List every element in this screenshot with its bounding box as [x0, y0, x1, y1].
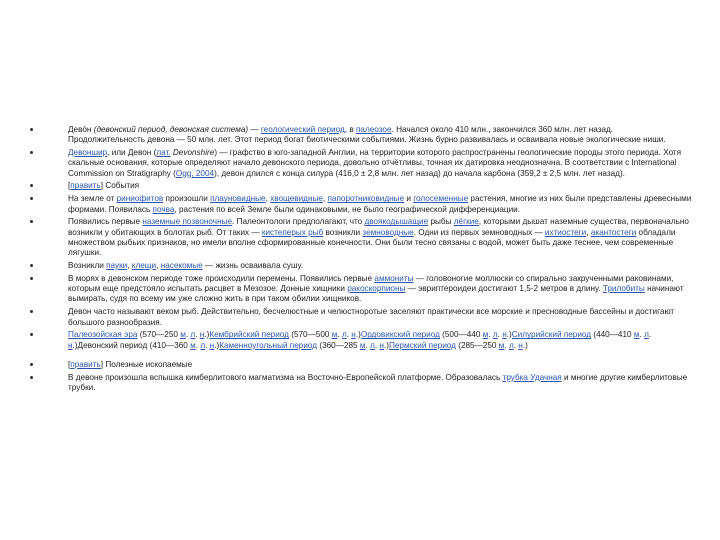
list-item: Дево́н (девонский период, девонская система) — геологический период, в палеозое. Начался около 410 млн., закончился 360 млн. лет назад. Продолжительность девона — 50 млн. лет. Этот период богат биотическими событиями. Жизнь бурно развивалась и осваивала новые экологические ниши.: [30, 125, 692, 146]
link-carboniferous[interactable]: Каменноугольный период: [219, 340, 318, 350]
bullet-icon: [30, 333, 33, 336]
section-title-minerals: ] Полезные ископаемые: [100, 359, 193, 369]
list-item: [править] Полезные ископаемые: [30, 360, 692, 370]
edit-link[interactable]: править: [70, 181, 101, 191]
link-ichthyostega[interactable]: ихтиостеги: [544, 227, 587, 237]
link-abbr[interactable]: м: [331, 330, 338, 340]
bullet-icon: [30, 151, 33, 154]
link-ferns[interactable]: папоротниковидные: [327, 194, 405, 204]
link-lobe-finned-fish[interactable]: кистеперых рыб: [261, 227, 324, 237]
link-permian[interactable]: Пермский период: [388, 340, 456, 350]
link-abbr[interactable]: н: [379, 340, 384, 350]
list-item: Девоншир, или Девон (лат. Devonshire) — графство в юго-западной Англии, на территории которого распространены геологические породы этого периода. Хотя скальные основания, которые определяют начало девонского периода, довольно отчётливы, точная их датировка неоднозначна. В соответствии с International Commission on Stratigraphy (Ogg, 2004), девон длился с конца силура (416,0 ± 2,8 млн. лет назад) до начала карбона (359,2 ± 2,5 млн. лет назад).: [30, 148, 692, 179]
link-abbr[interactable]: н: [68, 340, 73, 350]
link-abbr[interactable]: м: [498, 340, 505, 350]
link-lungs[interactable]: лёгкие: [453, 217, 479, 227]
link-abbr[interactable]: м: [180, 330, 186, 340]
link-abbr[interactable]: м: [633, 330, 640, 340]
link-trilobites[interactable]: Трилобиты: [602, 284, 645, 294]
link-abbr[interactable]: л: [508, 340, 514, 350]
link-insects[interactable]: насекомые: [160, 261, 203, 271]
bullet-icon: [30, 184, 33, 187]
link-spiders[interactable]: пауки: [106, 261, 128, 271]
link-ammonites[interactable]: аммониты: [374, 273, 414, 283]
link-abbr[interactable]: л: [341, 330, 347, 340]
link-abbr[interactable]: н: [518, 340, 523, 350]
section-title-events: ] События: [100, 181, 140, 191]
link-abbr[interactable]: н: [502, 330, 507, 340]
link-abbr[interactable]: м: [190, 340, 196, 350]
link-geological-period[interactable]: геологический период: [260, 125, 345, 134]
bullet-icon: [30, 197, 33, 200]
link-lycopsids[interactable]: плауновидные: [210, 194, 266, 204]
link-soil[interactable]: почва: [152, 204, 175, 214]
bullet-icon: [30, 128, 33, 131]
link-ogg-2004[interactable]: Ogg, 2004: [175, 168, 215, 178]
list-item: На земле от риниофитов произошли плауновидные, хвощевидные, папоротниковидные и голосеменные растения, многие из них были представлены древесными формами. Появилась почва, растения по всей Земле были одинаковыми, не было географической дифференциации.: [30, 194, 692, 215]
link-horsetails[interactable]: хвощевидные: [270, 194, 323, 204]
link-silurian[interactable]: Силурийский период: [511, 330, 592, 340]
link-abbr[interactable]: л: [644, 330, 649, 340]
article-list: [30, 125, 692, 396]
link-abbr[interactable]: л: [200, 340, 206, 350]
link-lungfish[interactable]: двоякодышащие: [364, 217, 429, 227]
link-abbr[interactable]: м: [359, 340, 366, 350]
link-abbr[interactable]: н: [209, 340, 215, 350]
bullet-icon: [30, 277, 33, 280]
bullet-icon: [30, 376, 33, 379]
link-amphibians[interactable]: земноводные: [362, 227, 414, 237]
link-gymnosperms[interactable]: голосеменные: [413, 194, 469, 204]
link-devonshire[interactable]: Девоншир: [68, 148, 108, 158]
link-sea-scorpions[interactable]: ракоскорпионы: [347, 284, 406, 294]
link-ordovician[interactable]: Ордовикский период: [360, 330, 440, 340]
link-mites[interactable]: клещи: [131, 261, 157, 271]
list-item: Палеозойская эра (570—250 м. л. н.)Кембрийский период (570—500 м. л. н.)Ордовикский период (500—440 м. л. н.)Силурийский период (440—410 м. л. н.)Девонский период (410—360 м. л. н.)Каменноугольный период (360—285 м. л. н.)Пермский период (285—250 м. л. н.): [30, 330, 692, 351]
link-abbr[interactable]: н: [199, 330, 205, 340]
link-cambrian[interactable]: Кембрийский период: [209, 330, 289, 340]
link-abbr[interactable]: н: [351, 330, 356, 340]
link-abbr[interactable]: л: [492, 330, 498, 340]
list-item: В девоне произошла вспышка кимберлитового магматизма на Восточно-Европейской платформе. Образовалась трубка Удачная и многие другие кимберлитовые трубки.: [30, 373, 692, 394]
link-land-vertebrates[interactable]: наземные позвоночные: [142, 217, 233, 227]
bullet-icon: [30, 310, 33, 313]
bullet-icon: [30, 220, 33, 223]
link-latin[interactable]: лат.: [156, 148, 171, 158]
list-item: Девон часто называют веком рыб. Действительно, бесчелюстные и челюстноротые заселяют практически все морские и пресноводные бассейны и достигают большого разнообразия.: [30, 307, 692, 328]
link-abbr[interactable]: л: [370, 340, 375, 350]
link-abbr[interactable]: м: [482, 330, 489, 340]
edit-link[interactable]: править: [70, 359, 101, 369]
link-rhyniophytes[interactable]: риниофитов: [116, 194, 164, 204]
bullet-icon: [30, 264, 33, 267]
link-udachnaya-pipe[interactable]: трубка Удачная: [502, 372, 562, 382]
link-acanthostega[interactable]: акантостеги: [590, 227, 637, 237]
link-paleozoic[interactable]: палеозое: [355, 125, 392, 134]
bullet-icon: [30, 363, 33, 366]
list-item: Возникли пауки, клещи, насекомые — жизнь осваивала сушу.: [30, 261, 692, 271]
list-item: В морях в девонском периоде тоже происходили перемены. Появились первые аммониты — головоногие моллюски со спирально закрученными раковинами, которым еще предстояло испытать расцвет в Мезозое. Донные хищники ракоскорпионы — эвриптероидеи достигают 1,5-2 метров в длину. Трилобиты начинают вымирать, судя по всему им уже сложно жить в при таком обилии хищников.: [30, 274, 692, 305]
list-item: Появились первые наземные позвоночные. Палеонтологи предполагают, что двоякодышащие рыбы лёгкие, которыми дышат наземные существа, первоначально возникли у обитающих в болотах рыб. От таких — кистеперых рыб возникли земноводные. Одни из первых земноводных — ихтиостеги, акантостеги обладали множеством рыбьих признаков, но имели вполне сформированные конечности. Они были тесно связаны с водой, может быть даже теснее, чем современные лягушки.: [30, 217, 692, 258]
link-paleozoic-era[interactable]: Палеозойская эра: [68, 330, 138, 340]
list-item: [править] События: [30, 181, 692, 191]
link-abbr[interactable]: л: [190, 330, 196, 340]
